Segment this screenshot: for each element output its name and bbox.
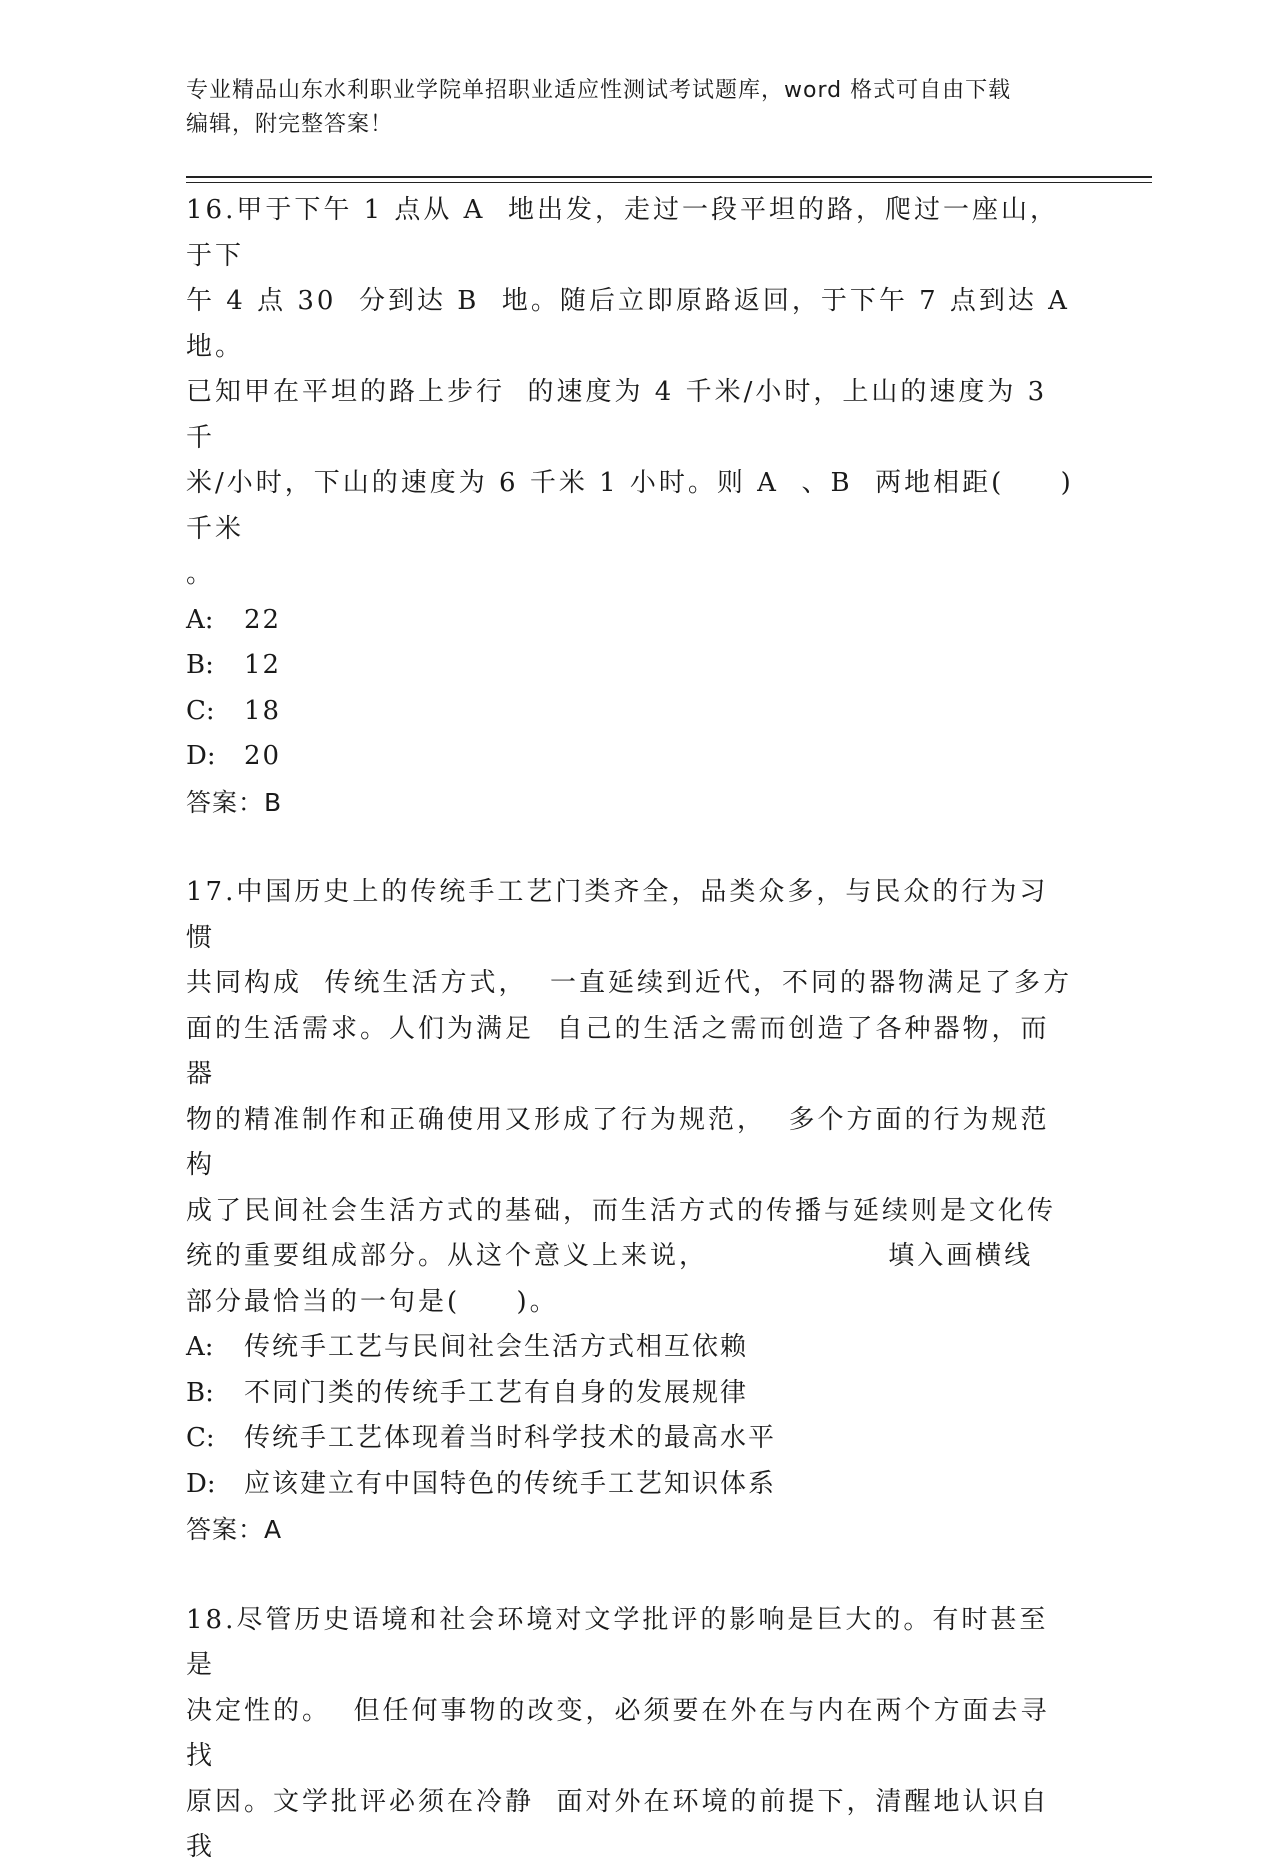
- option-text: 传统手工艺体现着当时科学技术的最高水平: [244, 1423, 777, 1453]
- option-letter: A:: [186, 1332, 214, 1362]
- question-16: [186, 188, 1076, 825]
- option-a: [186, 1325, 1076, 1371]
- option-text: 22: [244, 604, 282, 635]
- option-letter: D:: [186, 741, 216, 771]
- option-letter: B:: [186, 1377, 214, 1408]
- option-text: 18: [244, 695, 282, 726]
- option-letter: B:: [186, 650, 214, 680]
- header-title-line-2: 编辑，附完整答案！: [186, 112, 394, 137]
- option-c: [186, 689, 1076, 735]
- option-b: [186, 643, 1076, 689]
- header-title-line-1: 专业精品山东水利职业学院单招职业适应性测试考试题库，word 格式可自由下载: [186, 78, 1012, 103]
- question-list: [186, 188, 1076, 1871]
- option-text: 传统手工艺与民间社会生活方式相互依赖: [244, 1332, 749, 1362]
- question-stem: 17.中国历史上的传统手工艺门类齐全，品类众多，与民众的行为习惯 共同构成 传统生活方式， 一直延续到近代，不同的器物满足了多方 面的生活需求。人们为满足 自己的生活之需而创造了各种器物，而器 物的精准制作和正确使用又形成了行为规范， 多个方面的行为规范构 成了民间社会生活方式的基础，而生活方式的传播与延续则是文化传 统的重要组成部分。从这个意义上来说， 填入画横线 部分最恰当的一句是( )。: [186, 877, 1073, 1317]
- option-letter: C:: [186, 1423, 215, 1453]
- header-divider-thin: [186, 182, 1152, 183]
- option-letter: C:: [186, 695, 215, 726]
- option-text: 不同门类的传统手工艺有自身的发展规律: [244, 1377, 749, 1408]
- option-a: [186, 598, 1076, 644]
- question-stem: 16.甲于下午 1 点从 A 地出发，走过一段平坦的路，爬过一座山，于下 午 4 点 30 分到达 B 地。随后立即原路返回，于下午 7 点到达 A 地。 已知甲在平坦的路上步行 的速度为 4 千米/小时，上山的速度为 3 千 米/小时，下山的速度为 6 千米 1 小时。则 A 、B 两地相距( )千米 。: [186, 195, 1074, 589]
- option-text: 应该建立有中国特色的传统手工艺知识体系: [244, 1468, 777, 1499]
- option-letter: A:: [186, 604, 214, 635]
- option-list: [186, 1325, 1076, 1507]
- option-d: [186, 1462, 1076, 1508]
- option-text: 20: [244, 741, 282, 771]
- option-b: [186, 1371, 1076, 1417]
- answer-key: 答案：B: [186, 787, 283, 817]
- question-stem: 18.尽管历史语境和社会环境对文学批评的影响是巨大的。有时甚至是 决定性的。 但任何事物的改变，必须要在外在与内在两个方面去寻找 原因。文学批评必须在冷静 面对外在环境的前提下，清醒地认识自我: [186, 1604, 1050, 1862]
- header-divider-thick: [186, 176, 1152, 178]
- option-c: [186, 1416, 1076, 1462]
- answer-key: 答案：A: [186, 1515, 283, 1544]
- option-list: [186, 598, 1076, 780]
- option-letter: D:: [186, 1468, 216, 1499]
- question-17: [186, 870, 1076, 1553]
- option-text: 12: [244, 650, 282, 680]
- page-header: [186, 74, 1076, 142]
- option-d: [186, 734, 1076, 780]
- question-18: [186, 1598, 1076, 1871]
